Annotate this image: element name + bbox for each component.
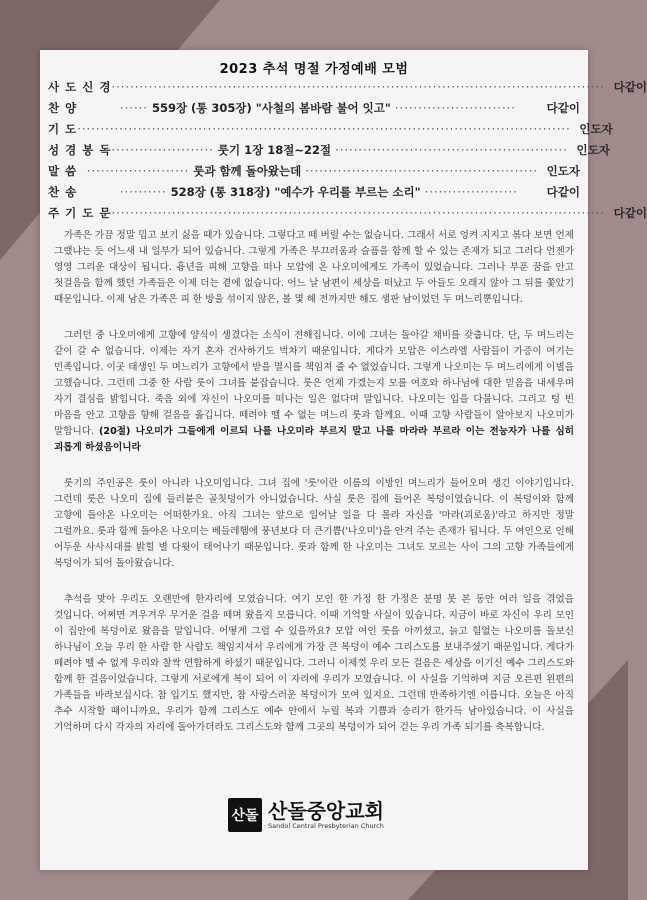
- page-title: 2023 추석 명절 가정예배 모범: [219, 62, 409, 77]
- order-label: 사 도 신 경: [48, 79, 112, 94]
- dot-leader: ··········································································································: [77, 121, 571, 136]
- sermon-paragraph: 추석을 맞아 우리도 오랜만에 한자리에 모였습니다. 여기 모인 한 가정 한 가정은 분명 못 본 동안 여러 일을 겪었을 것입니다. 어쩌면 겨우겨우 무거운 걸음 떼며 왔을지 모릅니다. 이때 기억할 사실이 있습니다. 지금이 바로 자신이 우리 모인 이 집안에 복덩이로 왔음을 말입니다. 어떻게 그럴 수 있을까요? 모압 여인 룻을 아끼셨고, 늙고 힘없는 나오미를 돌보신 하나님이 오늘 우리 한 사람 한 사람도 책임지셔서 우리에게 가장 큰 복덩이 예수 그리스도를 보내주셨기 때문입니다. 게다가 떼려야 뗄 수 없게 우리와 찰싹 연합하게 하셨기 때문입니다. 그러니 이제껏 우리 모든 걸음은 세상을 이기신 예수 그리스도와 함께 한 걸음이었습니다. 그렇게 서로에게 복이 되어 이 자리에 우리가 모였습니다. 이 사실을 기억하며 지금 오른편 왼편의 가족들을 바라보십시다. 참 입기도 했지만, 참 사랑스러운 복덩이가 모여 있지요. 그런데 만족하기엔 이릅니다. 오늘은 아직 추수 시작할 때이니까요. 우리가 함께 그리스도 예수 안에서 누릴 복과 기쁨과 승리가 한가득 남아있습니다. 이 사실을 기억하며 다시 각자의 자리에 돌아가더라도 그리스도와 함께 그곳의 복덩이가 되어 걷는 우리 가족 되기를 축복합니다.: [54, 594, 574, 733]
- order-person: 인도자: [579, 121, 613, 136]
- order-label: 기 도: [48, 121, 78, 136]
- order-content: 룻과 함께 돌아왔는데: [193, 163, 302, 178]
- sermon-paragraph-text: 그러던 중 나오미에게 고향에 양식이 생겼다는 소식이 전해집니다. 이에 그녀는 돌아갈 채비를 갖춥니다. 단, 두 며느리는 같이 갈 수 없습니다. 이제는 자기 혼자 건사하기도 벅차기 때문입니다. 게다가 모압은 이스라엘 사람들이 가증이 여기는 민족입니다. 이곳 태생인 두 며느리가 고향에서 받을 멸시를 책임져 줄 수 없었습니다. 그렇게 나오미는 두 며느리에게 이별을 고했습니다. 그런데 그중 한 사람 룻이 그녀를 붙잡습니다. 룻은 언제 가겠는지 모를 여호와 하나님에 대한 믿음을 내세우며 자기 결심을 밝힙니다. 죽음 외에 자신이 나오미를 떠나는 일은 없다며 말입니다. 나오미는 입을 다뭅니다. 그리고 텅 빈 마음을 안고 고향을 향해 걸음을 옮깁니다. 떼려야 뗄 수 없는 며느리 룻과 함께요. 이때 고향 사람들이 알아보지 나오미가 말합니다.: [54, 330, 574, 437]
- dot-leader: ····················: [424, 184, 518, 199]
- church-name-english: Sandol Central Presbyterian Church: [268, 821, 384, 830]
- dot-leader: ··························: [394, 100, 516, 115]
- order-person: 인도자: [546, 163, 580, 178]
- order-row: [48, 97, 580, 118]
- order-label: 찬 송: [48, 184, 78, 199]
- worship-order: [48, 76, 647, 223]
- order-content: 559장 (통 305장) "사철의 봄바람 불어 잇고": [151, 100, 391, 115]
- order-person: 다같이: [546, 100, 580, 115]
- order-person: 인도자: [576, 142, 610, 157]
- order-content: 룻기 1장 18절~22절: [217, 142, 332, 157]
- dot-leader: ··········································································································: [111, 79, 605, 94]
- sermon-paragraph: 룻기의 주인공은 룻이 아니라 나오미입니다. 그녀 집에 '룻'이란 이름의 이방인 며느리가 들어오며 생긴 이야기입니다. 그런데 룻은 나오미 집에 들러붙은 골칫덩이가 아니었습니다. 사실 룻은 집에 들어온 복덩이였습니다. 이 복덩이와 함께 고향에 돌아온 나오미는 어떠한가요. 아직 그녀는 앞으로 일어날 일을 다 몰라 자신을 '마라(괴로움)'라고 하지만 정말 그럴까요. 룻과 함께 돌아온 나오미는 베들레헴에 풍년보다 더 큰기쁨('나오미')을 안겨 주는 존재가 됩니다. 두 여인으로 인해 어두운 사사시대를 밝힐 별 다윗이 태어나기 때문입니다. 룻과 함께 한 나오미는 그녀도 모르는 사이 그의 고향 가족들에게 복덩이가 되어 돌아왔습니다.: [54, 478, 574, 569]
- order-label: 주 기 도 문: [48, 205, 112, 220]
- order-person: 다같이: [613, 205, 647, 220]
- order-label: 찬 양: [48, 100, 78, 115]
- dot-leader: ······················: [111, 142, 214, 157]
- dot-leader: ······: [120, 100, 148, 115]
- order-row: [48, 181, 580, 202]
- order-row: [48, 118, 613, 139]
- church-logo-mark: 산돌: [228, 798, 262, 832]
- church-logo: [228, 798, 384, 832]
- order-row: [48, 76, 647, 97]
- order-row: [48, 202, 647, 223]
- church-logo-text: [268, 800, 384, 831]
- dot-leader: ··················································: [305, 163, 538, 178]
- order-person: 다같이: [613, 79, 647, 94]
- order-label: 말 씀: [48, 163, 78, 178]
- dot-leader: ··········: [120, 184, 167, 199]
- order-person: 다같이: [546, 184, 580, 199]
- order-row: [48, 139, 610, 160]
- order-row: [48, 160, 580, 181]
- dot-leader: ··················································: [335, 142, 568, 157]
- dot-leader: ··········································································································: [111, 205, 605, 220]
- scripture-verse: (20절) 나오미가 그들에게 이르되 나를 나오미라 부르지 말고 나를 마라라 부르라 이는 전능자가 나를 심히 괴롭게 하셨음이니라: [54, 426, 574, 453]
- sermon-paragraph: 가족은 가끔 정말 밉고 보기 싫을 때가 있습니다. 그렇다고 떼 버릴 수는 없습니다. 그래서 서로 엉켜 지지고 볶다 보면 언제 그랬냐는 듯 어느새 내 일부가 되어 있습니다. 그렇게 가족은 부끄러움과 슬픔을 함께 할 수 있는 존재가 되고 그러다 언젠가 영영 그리운 대상이 됩니다. 흉년을 피해 고향을 떠나 모압에 온 나오미에게도 가족이 있었습니다. 그러나 부푼 꿈을 안고 첫걸음을 함께 했던 가족들은 이제 더는 곁에 없습니다. 어느 날 남편이 세상을 떠났고 두 아들도 오래지 않아 그 뒤를 쫓았기 때문입니다. 이제 남은 가족은 피 한 방울 섞이지 않은, 볼 몇 해 전까지만 해도 생판 남이었던 두 며느리뿐입니다.: [54, 230, 574, 305]
- church-name: 산돌중앙교회: [268, 798, 384, 823]
- order-content: 528장 (통 318장) "예수가 우리를 부르는 소리": [170, 184, 421, 199]
- order-label: 성 경 봉 독: [48, 142, 112, 157]
- dot-leader: ······················: [86, 163, 190, 178]
- worship-guide-sheet: [40, 50, 647, 870]
- sermon-text: [54, 228, 574, 756]
- sermon-paragraph: [54, 328, 574, 456]
